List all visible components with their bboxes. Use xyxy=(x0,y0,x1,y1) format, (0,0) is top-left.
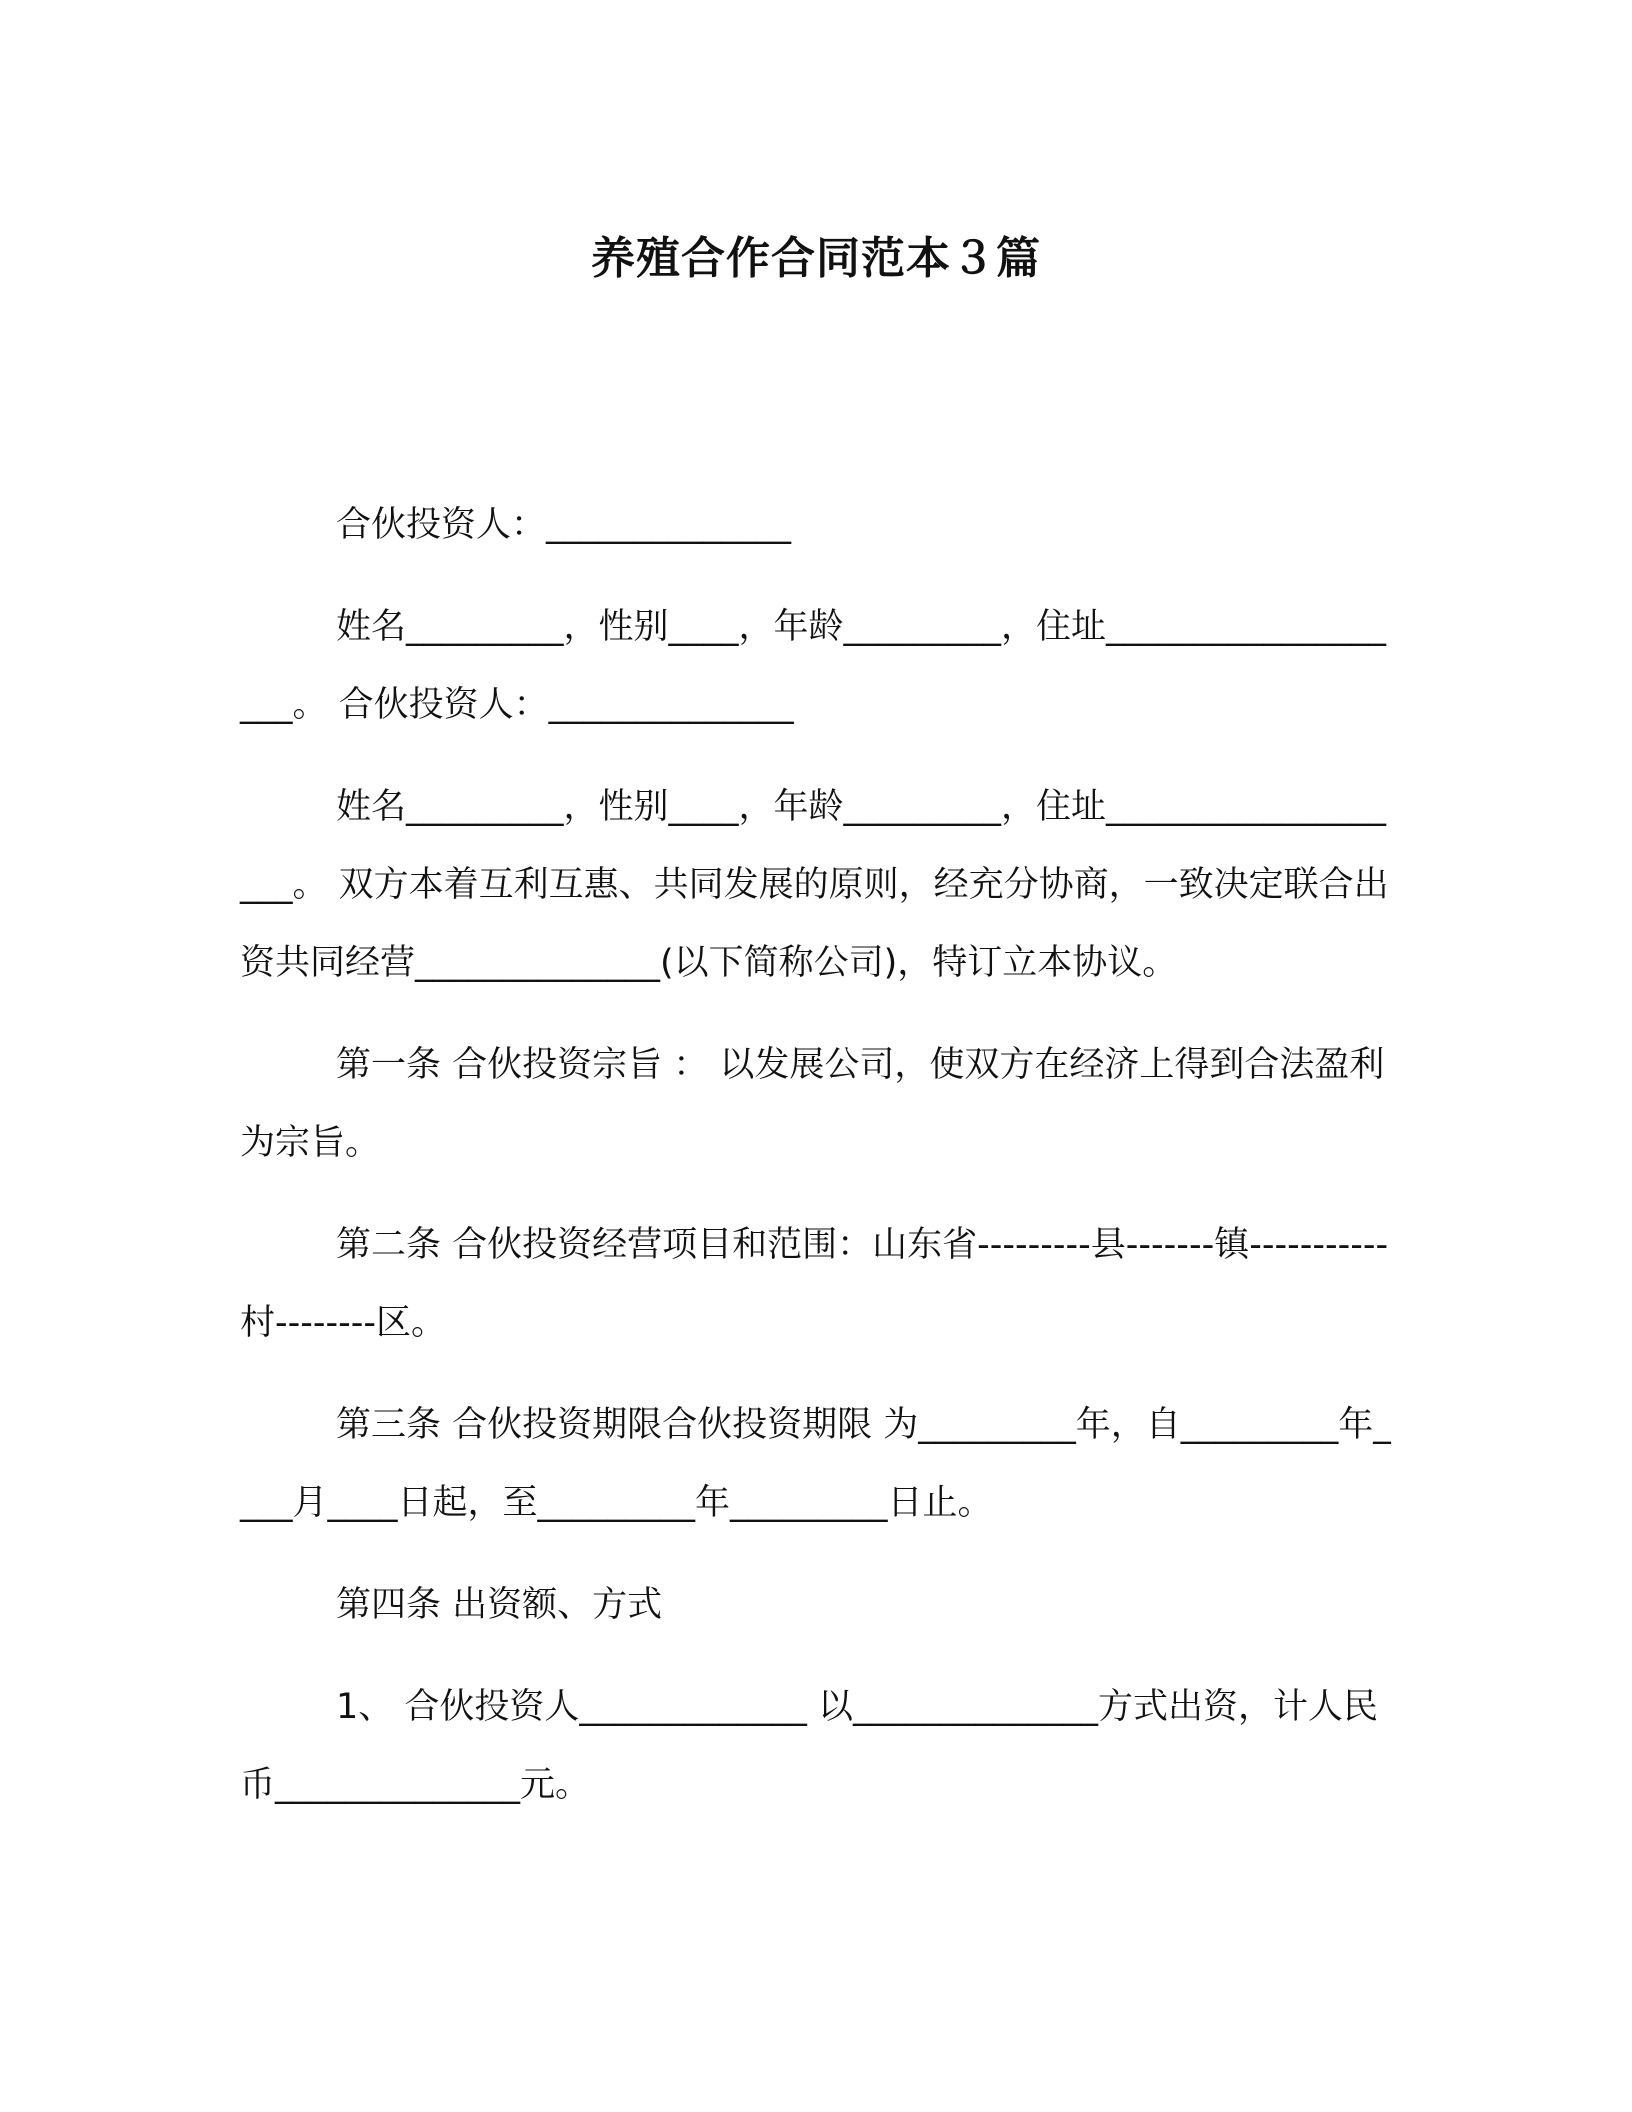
paragraph-article-4-heading: 第四条 出资额、方式 xyxy=(336,1585,663,1625)
paragraph-article-1: 第一条 合伙投资宗旨 ： 以发展公司，使双方在经济上得到合法盈利为宗旨。 xyxy=(240,1045,1385,1163)
paragraph-investor-1-label: 合伙投资人：______________ xyxy=(336,505,792,545)
paragraph-article-4-item-1: 1、 合伙投资人_____________ 以______________方式出资，计人民币______________元。 xyxy=(240,1687,1379,1805)
document-title: 养殖合作合同范本３篇 xyxy=(591,233,1041,284)
paragraph-investor-1-details: 姓名_________，性别____，年龄_________，住址___________________。 合伙投资人：______________ xyxy=(240,607,1387,725)
paragraph-article-2: 第二条 合伙投资经营项目和范围：山东省---------县-------镇-----------村--------区。 xyxy=(240,1225,1389,1343)
document-body xyxy=(240,486,1398,1848)
paragraph-article-3: 第三条 合伙投资期限合伙投资期限 为_________年，自_________年____月____日起，至_________年_________日止。 xyxy=(240,1405,1391,1523)
paragraph-investor-2-details: 姓名_________，性别____，年龄_________，住址___________________。 双方本着互利互惠、共同发展的原则，经充分协商，一致决定联合出资共同经营______________(以下简称公司)，特订立本协议。 xyxy=(240,787,1389,983)
